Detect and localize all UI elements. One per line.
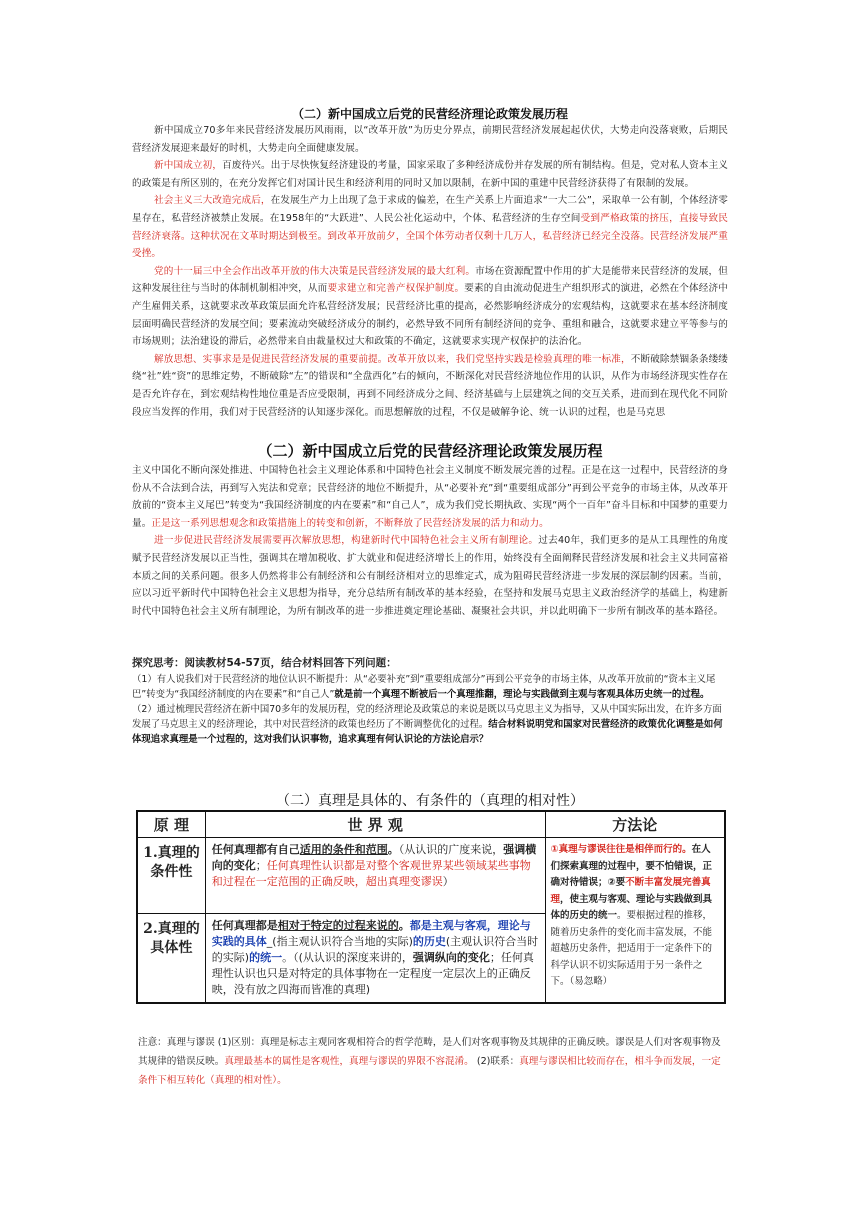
note-highlight: 真理最基本的属性是客观性，真理与谬误的界限不容混淆。 [224, 1056, 474, 1067]
paragraph-founding [132, 157, 728, 192]
paragraph-further [132, 532, 728, 620]
paragraph-emancipation [132, 351, 728, 421]
cell-text: (主观认识符合当时的实际) [211, 935, 539, 964]
section-title-small: （二）新中国成立后党的民营经济理论政策发展历程 [291, 107, 568, 121]
cell-blue: 都是主观与客观，理论与实践的具体 [211, 919, 531, 948]
question-emphasis: 结合材料说明党和国家对民营经济的政策优化调整是如何体现追求真理是一个过程的，这对我们认识事物，追求真理有何认识论的方法论启示？ [132, 719, 723, 745]
cell-text: （从认识的广度来说， [398, 843, 504, 856]
paragraph-socialist-transformation [132, 192, 728, 262]
section-title-large: （二）新中国成立后党的民营经济理论政策发展历程 [257, 442, 603, 460]
question-text: （1）有人说我们对于民营经济的地位认识不断提升：从“必要补充”到“重要组成部分”再到公平竞争的市场主体，从改革开放前的“资本主义尾巴”转变为“我国经济制度的内在要素”和“自己人” [132, 674, 716, 700]
highlight-text: 要求建立和完善产权保护制度。 [327, 283, 465, 295]
method-highlight: ①真理与谬误往往是相伴而行的。 [550, 844, 692, 855]
header-worldview: 世 界 观 [205, 811, 545, 838]
method-cell [545, 838, 725, 1004]
note-text: 注意：真理与谬误 (1)区别：真理是标志主观同客观相符合的哲学范畴，是人们对客观事物及其规律的正确反映。谬误是人们对客观事物及其规律的错误反映。 [138, 1037, 721, 1067]
note-text: (2)联系： [473, 1056, 520, 1067]
explore-question-1 [132, 672, 728, 702]
table-row [137, 838, 725, 914]
cell-text: ； [255, 859, 267, 872]
table-title: （二）真理是具体的、有条件的（真理的相对性） [276, 793, 584, 809]
method-bold: 在人们探索真理的过程中，要不怕错误，正确对待错误；②要 [550, 844, 713, 888]
cell-bold: 强调纵向的变化 [412, 951, 490, 964]
explore-section [132, 654, 728, 747]
cell-bold: 任何真理都有自己 [211, 843, 300, 856]
highlight-text: 正是这一系列思想观念和政策措施上的转变和创新，不断释放了民营经济发展的活力和动力。 [151, 517, 549, 529]
highlight-text: 进一步促进民营经济发展需要再次解放思想，构建新时代中国特色社会主义所有制理论。 [154, 535, 539, 547]
method-highlight: 不断丰富发展完善真理 [550, 877, 711, 905]
explore-heading: 探究思考：阅读教材54-57页，结合材料回答下列问题： [132, 657, 397, 669]
question-emphasis: 就是前一个真理不断被后一个真理推翻，理论与实践做到主观与客观具体历史统一的过程。 [334, 689, 710, 700]
paragraph-continuation [132, 462, 728, 532]
paragraph-text: 百废待兴。出于尽快恢复经济建设的考量，国家采取了多种经济成份并存发展的所有制结构。但是，党对私人资本主义的政策是有所区别的，在充分发挥它们对国计民生和经济利用的同时又加以限制，在新中国的重建中民营经济获得了有限制的发展。 [132, 160, 728, 189]
paragraph-text: 在发展生产力上出现了急于求成的偏差，在生产关系上片面追求“一大二公”，采取单一公有制，个体经济零星存在，私营经济被禁止发展。在1958年的“大跃进”、人民公社化运动中，个体、私营经济的生存空间 [132, 195, 728, 224]
note-highlight: 真理与谬误相比较而存在，相斗争而发展，一定条件下相互转化（真理的相对性）。 [138, 1056, 721, 1086]
highlight-text: 党的十一届三中全会作出改革开放的伟大决策是民营经济发展的最大红利。 [154, 265, 476, 277]
row-label-conditionality: 1.真理的条件性 [137, 838, 205, 914]
header-methodology: 方法论 [545, 811, 725, 838]
highlight-text: 受到严格政策的挤压，直接导致民营经济衰落。这种状况在文革时期达到极至。到改革开放前夕，全国个体劳动者仅剩十几万人，私营经济已经完全没落。民营经济发展严重受挫。 [132, 212, 729, 260]
cell-highlight: 任何真理性认识都是对整个客观世界某些领域某些事物和过程在一定范围的正确反映，超出真理变谬误 [211, 859, 531, 888]
explore-question-2 [132, 702, 728, 747]
truth-table [136, 810, 726, 1004]
cell-text: _(指主观认识符合当地的实际) [266, 935, 413, 948]
paragraph-text: 市场在资源配置中作用的扩大是能带来民营经济的发展，但这种发展往往与当时的体制机制相冲突，从而 [132, 265, 728, 295]
section1-body [132, 122, 728, 421]
method-text: 。要根据过程的推移，随着历史条件的变化而丰富发展，不能超越历史条件，把适用于一定条件下的科学认识不切实际适用于另一条件之下。（易忽略） [550, 910, 713, 987]
table-header-row [137, 811, 725, 838]
paragraph-text: 主义中国化不断向深处推进、中国特色社会主义理论体系和中国特色社会主义制度不断发展完善的过程。正是在这一过程中，民营经济的身份从不合法到合法，再到写入宪法和党章；民营经济的地位不断提升，从“必要补充”到“重要组成部分”再到公平竞争的市场主体，从改革开放前的“资本主义尾巴”转变为“我国经济制度的内在要素”和“自己人”，成为我们党长期执政、实现“两个一百年”奋斗目标和中国梦的重要力量。 [132, 465, 728, 529]
question-text: （2）通过梳理民营经济在新中国70多年的发展历程，党的经济理论及政策总的来说是既以马克思主义为指导，又从中国实际出发，在许多方面发展了马克思主义的经济理论，其中对民营经济的政策也经历了不断调整优化的过程。 [132, 704, 722, 730]
cell-bold: 。 [398, 919, 410, 932]
paragraph-text: 要素的自由流动促进生产组织形式的演进，必然在个体经济中产生雇佣关系，这就要求改革政策层面允许私营经济发展；民营经济比重的提高，必然影响经济成分的宏观结构，这就要求在基本经济制度层面明确民营经济的发展空间；要素流动突破经济成分的制约，必然导致不同所有制经济间的竞争、重组和融合，这就要求建立平等参与的市场规则；法治建设的滞后，必然带来自由裁量权过大和政策的不确定，这就要求实现产权保护的法治化。 [132, 283, 729, 348]
note-paragraph [138, 1033, 728, 1090]
cell-bold: 。 [387, 843, 399, 856]
cell-underline: 适用的条件和范围 [299, 843, 388, 856]
row-worldview-conditionality [205, 838, 545, 914]
paragraph-text: 不断破除禁锢条条缕缕绕“社”姓“资”的思维定势，不断破除“左”的错误和“全盘西化”右的倾向，不断深化对民营经济地位作用的认识，从作为市场经济现实性存在是否允许存在，到宏观结构性地位重是否应受限制，再到不同经济成分之间、经济基础与上层建筑之间的交互关系，进而到在现代化不同阶段应当发挥的作用，我们对于民营经济的认知逐步深化。而思想解放的过程，不仅是破解争论、统一认识的过程，也是马克思 [132, 353, 728, 418]
highlight-text: 新中国成立初， [154, 160, 223, 172]
highlight-text: 解放思想、实事求是是促进民营经济发展的重要前提。改革开放以来，我们党坚持实践是检验真理的唯一标准， [154, 353, 631, 365]
cell-bold: 任何真理都是 [211, 919, 278, 932]
header-principle: 原 理 [137, 811, 205, 838]
method-bold: ，使主观与客观、理论与实践做到具体的历史的统一 [550, 893, 713, 921]
highlight-text: 社会主义三大改造完成后， [154, 195, 271, 207]
row-label-concreteness: 2.真理的具体性 [137, 914, 205, 1004]
row-worldview-concreteness [205, 914, 545, 1004]
section2-body [132, 462, 728, 620]
paragraph-reform [132, 263, 728, 351]
cell-text: ；任何真理性认识也只是对特定的具体事物在一定程度一定层次上的正确反映，没有放之四海而皆准的真理) [211, 951, 534, 996]
cell-blue: 的统一 [249, 951, 283, 964]
cell-text: 。（(从认识的深度来讲的， [282, 951, 413, 964]
cell-bold: 强调横向的变化 [211, 843, 537, 872]
cell-text: ） [442, 875, 454, 888]
paragraph-text: 过去40年，我们更多的是从工具理性的角度赋予民营经济发展以正当性，强调其在增加税收、扩大就业和促进经济增长上的作用，始终没有全面阐释民营经济发展和社会主义共同富裕本质之间的关系问题。很多人仍然将非公有制经济和公有制经济相对立的思维定式，成为阻碍民营经济进一步发展的深层制约因素。当前，应以习近平新时代中国特色社会主义思想为指导，充分总结所有制改革的基本经验，在坚持和发展马克思主义政治经济学的基础上，构建新时代中国特色社会主义所有制理论，为所有制改革的进一步推进奠定理论基础、凝聚社会共识，并以此明确下一步所有制改革的基本路径。 [132, 535, 728, 617]
cell-blue: 的历史 [412, 935, 446, 948]
cell-underline: 相对于特定的过程来说的 [277, 919, 399, 932]
paragraph-overview: 新中国成立70多年来民营经济发展历风雨雨，以“改革开放”为历史分界点，前期民营经济发展起起伏伏，大势走向没落衰败，后期民营经济发展迎来最好的时机，大势走向全面健康发展。 [132, 125, 728, 154]
